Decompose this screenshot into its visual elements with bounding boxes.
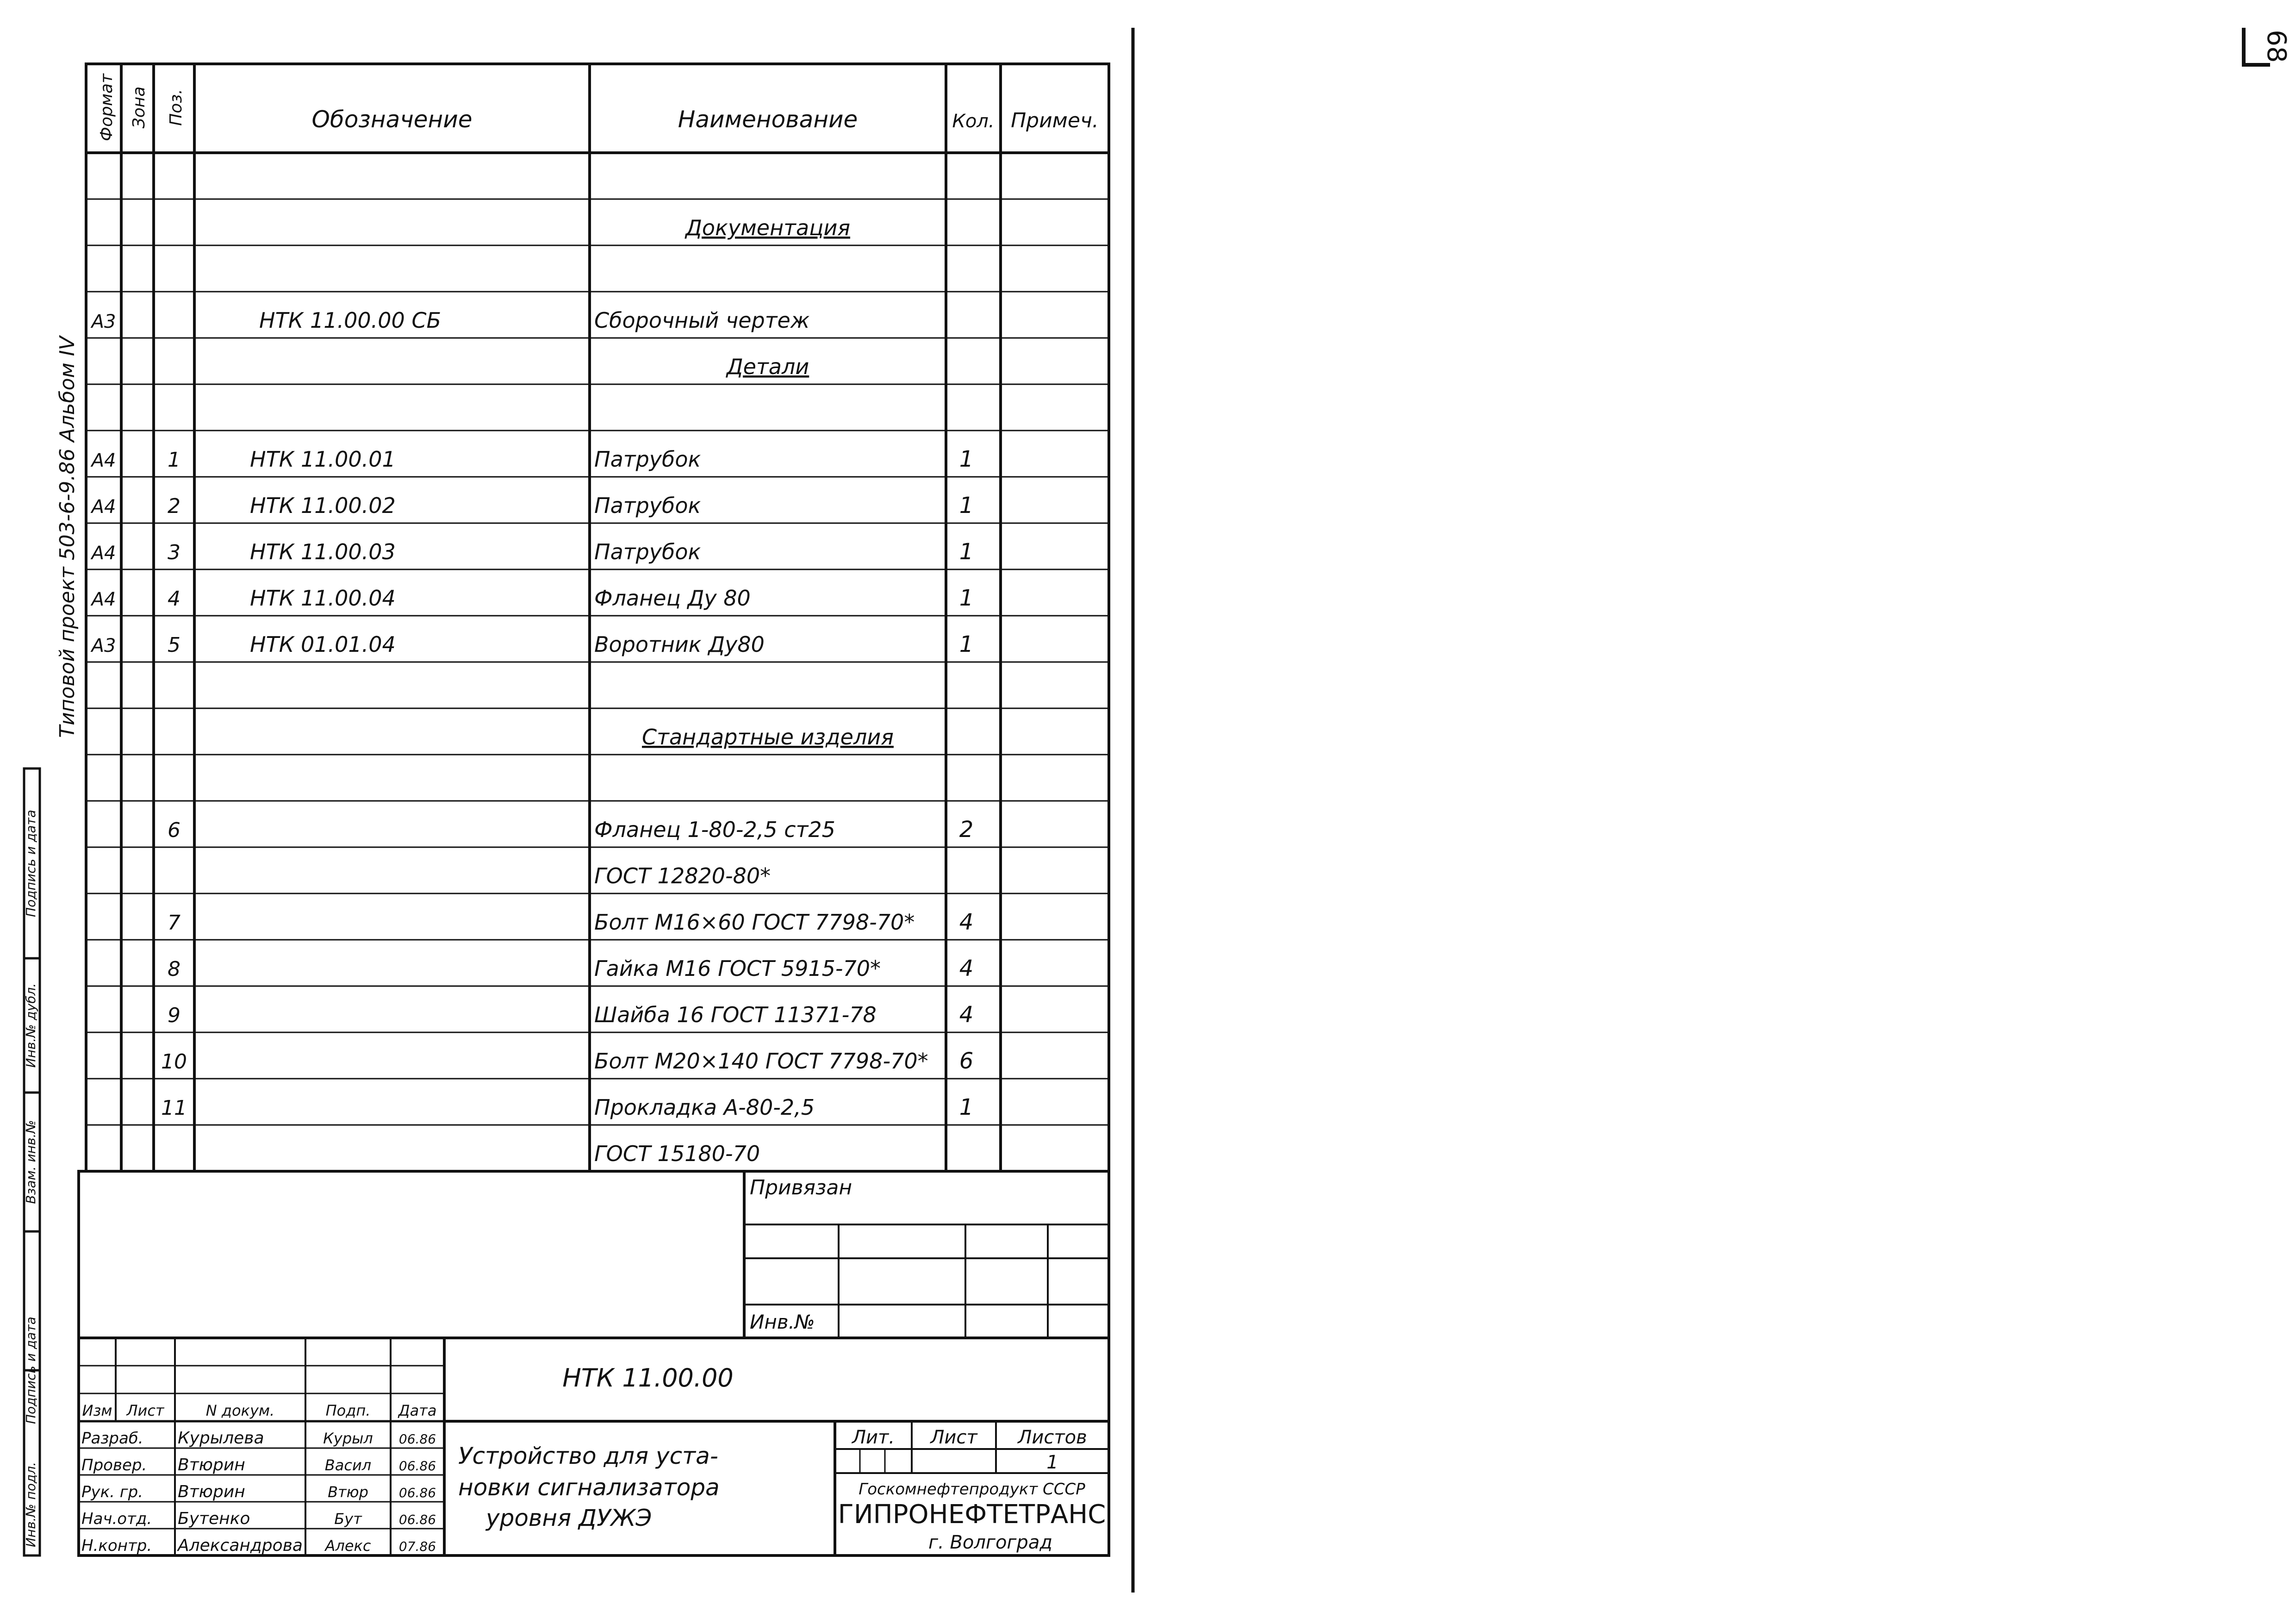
spec-cell-designation: НТК 11.00.01: [250, 447, 396, 472]
spec-cell-qty: 1: [959, 493, 974, 518]
spec-cell-name: Болт М16×60 ГОСТ 7798-70*: [594, 910, 915, 935]
spec-cell-format: A3: [91, 311, 116, 332]
spec-cell-name: Воротник Ду80: [594, 632, 765, 657]
header-pos: Поз.: [167, 89, 186, 126]
approval-role: Провер.: [81, 1456, 147, 1474]
spec-cell-designation: НТК 11.00.03: [250, 539, 396, 564]
sheets-label: Листов: [1018, 1427, 1087, 1448]
spec-cell-pos: 11: [161, 1096, 187, 1120]
spec-cell-qty: 2: [959, 817, 974, 843]
spec-row: [90, 308, 810, 333]
title-line-2: новки сигнализатора: [458, 1474, 720, 1501]
spec-row: [90, 631, 974, 657]
approval-row: [81, 1536, 436, 1555]
spec-cell-qty: 1: [959, 631, 974, 657]
approval-signature: Васил: [324, 1456, 372, 1474]
tb-header-list: Лист: [126, 1402, 164, 1419]
spec-cell-name: Фланец 1-80-2,5 ст25: [594, 817, 835, 842]
tb-header-izm: Изм: [82, 1402, 112, 1419]
spec-cell-qty: 6: [959, 1048, 974, 1074]
spec-header: [97, 73, 1099, 141]
spec-cell-qty: 4: [959, 1002, 974, 1028]
spec-cell-name: Гайка М16 ГОСТ 5915-70*: [594, 956, 881, 981]
approval-row: [81, 1509, 436, 1528]
approval-date: 06.86: [398, 1458, 436, 1474]
header-name: Наименование: [678, 106, 858, 133]
approval-date: 06.86: [398, 1485, 436, 1500]
approval-row: [81, 1482, 436, 1501]
spec-cell-name: Сборочный чертеж: [594, 308, 810, 333]
spec-cell-name: ГОСТ 12820-80*: [594, 863, 771, 888]
spec-cell-qty: 4: [959, 909, 974, 935]
spec-cell-designation: НТК 01.01.04: [250, 632, 396, 657]
spec-row: [594, 1141, 760, 1166]
spec-cell-qty: 1: [959, 539, 974, 565]
approval-role: Рук. гр.: [81, 1483, 143, 1501]
spec-cell-name: Патрубок: [594, 447, 701, 472]
approval-signature: Курыл: [323, 1430, 373, 1447]
spec-row: [168, 817, 973, 843]
org-city: г. Волгоград: [928, 1532, 1052, 1553]
spec-row: [168, 909, 973, 935]
approval-role: Нач.отд.: [81, 1510, 152, 1528]
spec-cell-name: Фланец Ду 80: [594, 586, 751, 611]
spec-cell-qty: 1: [959, 585, 974, 611]
title-line-1: Устройство для уста-: [458, 1443, 718, 1469]
spec-row: [168, 1002, 973, 1028]
spec-row: [168, 956, 973, 981]
album-label: Типовой проект 503-6-9.86 Альбом IV: [56, 336, 79, 738]
spec-row: [161, 1094, 973, 1120]
spec-cell-qty: 1: [959, 1094, 974, 1120]
tb-header-doc: N докум.: [205, 1402, 275, 1419]
spec-cell-qty: 4: [959, 956, 974, 981]
title-block-texts: [82, 1363, 733, 1419]
approval-date: 06.86: [398, 1431, 436, 1447]
spec-row: [90, 446, 974, 472]
approval-signature: Алекс: [325, 1537, 371, 1555]
spec-cell-name: Шайба 16 ГОСТ 11371-78: [594, 1002, 877, 1027]
spec-row: [642, 725, 894, 750]
spec-cell-format: A4: [91, 496, 116, 518]
spec-cell-name: Документация: [685, 215, 851, 240]
spec-row: [594, 863, 771, 888]
spec-row: [684, 215, 850, 240]
lit-label: Лит.: [852, 1427, 895, 1448]
spec-cell-format: A4: [91, 450, 116, 471]
title-line-3: уровня ДУЖЭ: [486, 1505, 652, 1531]
org-name: ГИПРОНЕФТЕТРАНС: [838, 1499, 1106, 1530]
spec-cell-designation: НТК 11.00.04: [250, 586, 396, 611]
org-ministry: Госкомнефтепродукт СССР: [859, 1480, 1085, 1499]
spec-row: [90, 585, 974, 611]
spec-cell-designation: НТК 11.00.00 СБ: [259, 308, 442, 333]
spec-cell-pos: 9: [168, 1004, 180, 1027]
approval-name: Втюрин: [178, 1482, 245, 1501]
spec-cell-pos: 8: [168, 957, 180, 981]
approval-name: Александрова: [178, 1536, 303, 1555]
spec-row: [161, 1048, 973, 1074]
spec-cell-name: Болт М20×140 ГОСТ 7798-70*: [594, 1049, 928, 1074]
spec-cell-name: ГОСТ 15180-70: [594, 1141, 760, 1166]
approval-row: [81, 1455, 436, 1474]
spec-cell-pos: 4: [168, 587, 180, 611]
approval-role: Разраб.: [81, 1429, 143, 1448]
spec-cell-qty: 1: [959, 446, 974, 472]
spec-cell-format: A3: [91, 635, 116, 656]
spec-row: [90, 539, 974, 565]
spec-cell-format: A4: [91, 543, 116, 564]
spec-cell-pos: 3: [168, 541, 180, 564]
stamp-cell-4: Инв.№ дубл.: [23, 983, 38, 1068]
spec-cell-name: Детали: [726, 354, 809, 379]
spec-cell-pos: 2: [168, 494, 180, 518]
page-number-corner: [2244, 28, 2291, 65]
approval-role: Н.контр.: [81, 1537, 152, 1555]
approval-name: Втюрин: [178, 1455, 245, 1474]
spec-cell-format: A4: [91, 589, 116, 610]
stamp-cell-3: Взам. инв.№: [23, 1120, 38, 1204]
page-number: 68: [2261, 30, 2291, 63]
binding-inv-label: Инв.№: [750, 1311, 815, 1333]
spec-cell-pos: 10: [161, 1050, 187, 1074]
header-qty: Кол.: [952, 111, 995, 132]
spec-cell-designation: НТК 11.00.02: [250, 493, 396, 518]
approval-signature: Бут: [334, 1510, 362, 1528]
approval-date: 07.86: [398, 1539, 436, 1554]
spec-cell-name: Патрубок: [594, 493, 701, 518]
spec-cell-pos: 1: [168, 448, 180, 472]
approval-signature: Втюр: [328, 1483, 368, 1501]
spec-cell-name: Стандартные изделия: [642, 725, 894, 750]
binding-label: Привязан: [750, 1176, 852, 1199]
approval-row: [81, 1429, 436, 1448]
spec-row-lines: [86, 199, 1109, 1125]
binding-area: [79, 1171, 1109, 1338]
header-designation: Обозначение: [311, 106, 473, 133]
approval-date: 06.86: [398, 1512, 436, 1527]
spec-cell-pos: 6: [168, 818, 180, 842]
approval-name: Курылева: [178, 1429, 264, 1448]
spec-rows: [90, 215, 974, 1166]
header-note: Примеч.: [1011, 109, 1099, 132]
header-zone: Зона: [130, 86, 149, 129]
stamp-cell-2: Подпись и дата: [23, 1317, 38, 1424]
spec-cell-pos: 5: [168, 633, 180, 657]
tb-header-date: Дата: [398, 1402, 437, 1419]
spec-cell-name: Патрубок: [594, 539, 701, 564]
stamp-cell-5: Подпись и дата: [23, 810, 38, 917]
doc-code: НТК 11.00.00: [562, 1363, 734, 1393]
left-margin-stamp: [23, 768, 40, 1555]
approval-name: Бутенко: [178, 1509, 250, 1528]
tb-header-sign: Подп.: [325, 1402, 371, 1419]
stamp-cell-1: Инв.№ подл.: [23, 1462, 38, 1548]
title-block-title: [458, 1427, 1106, 1553]
spec-cell-pos: 7: [168, 911, 180, 935]
spec-cell-name: Прокладка А-80-2,5: [594, 1095, 815, 1120]
sheets-value: 1: [1046, 1452, 1058, 1473]
header-format: Формат: [97, 73, 116, 142]
sheet-label: Лист: [930, 1427, 977, 1448]
spec-row: [726, 354, 809, 379]
spec-row: [90, 493, 974, 518]
